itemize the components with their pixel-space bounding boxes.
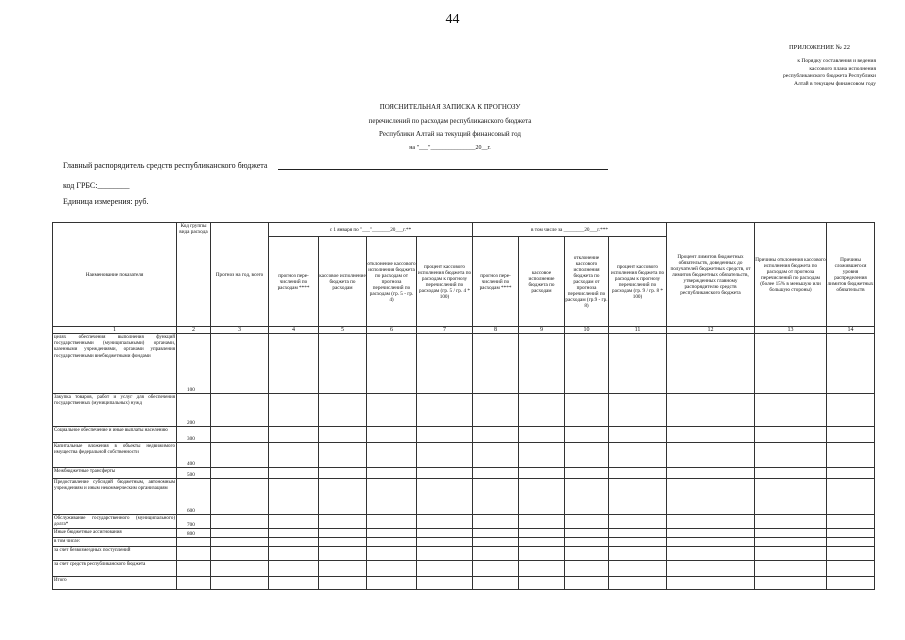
- header-code: Код группы вида расхода: [177, 223, 211, 327]
- table-cell: [473, 443, 519, 468]
- column-number: 2: [177, 327, 211, 334]
- column-number: 4: [269, 327, 319, 334]
- table-cell: [609, 468, 667, 479]
- table-cell: [269, 443, 319, 468]
- table-cell: [667, 577, 755, 590]
- table-cell: [269, 468, 319, 479]
- table-cell: [609, 538, 667, 547]
- report-table: [52, 222, 875, 590]
- table-row: [53, 394, 875, 427]
- table-cell: [319, 515, 367, 529]
- table-cell: [827, 529, 875, 538]
- table-cell: [667, 394, 755, 427]
- table-cell: [319, 561, 367, 577]
- table-cell: [473, 547, 519, 561]
- column-number: 1: [53, 327, 177, 334]
- table-cell: [755, 468, 827, 479]
- table-cell: [367, 547, 417, 561]
- table-cell: [565, 529, 609, 538]
- row-label: Обслуживание государственного (муниципального) долга*: [54, 516, 175, 528]
- table-cell: [827, 538, 875, 547]
- table-cell: [417, 538, 473, 547]
- table-cell: [417, 515, 473, 529]
- table-cell: [367, 443, 417, 468]
- row-code: 700: [177, 515, 211, 529]
- table-cell: [755, 547, 827, 561]
- table-cell: [319, 529, 367, 538]
- table-cell: [565, 479, 609, 515]
- header-forecast-year: Прогноз на год, всего: [211, 223, 269, 327]
- table-cell: [827, 577, 875, 590]
- table-cell: [565, 515, 609, 529]
- table-cell: [519, 561, 565, 577]
- appendix-title: ПРИЛОЖЕНИЕ № 22: [788, 44, 850, 51]
- table-cell: [473, 334, 519, 394]
- table-row: [53, 529, 875, 538]
- table-cell: [755, 479, 827, 515]
- header-deviation-b: отклонение кассового исполнения бюджета по расходам от прогноза перечислений по расходам (гр.9 - гр. 8): [565, 237, 609, 327]
- table-cell: [367, 394, 417, 427]
- table-cell: [417, 443, 473, 468]
- table-cell: [473, 468, 519, 479]
- table-cell: [367, 529, 417, 538]
- table-cell: [519, 538, 565, 547]
- table-cell: [827, 334, 875, 394]
- column-number: 6: [367, 327, 417, 334]
- appendix-line: республиканского бюджета Республики: [782, 73, 876, 80]
- table-cell: [667, 561, 755, 577]
- table-cell: [417, 479, 473, 515]
- row-label: за счет безвозмездных поступлений: [53, 547, 177, 561]
- table-cell: [609, 334, 667, 394]
- table-cell: [473, 427, 519, 443]
- table-cell: [667, 479, 755, 515]
- header-forecast-transfers: прогноз пере-числений по расходам ****: [269, 237, 319, 327]
- header-deviation-a: отклонение кассового исполнения бюджета по расходам от прогноза перечислений по расходам (гр. 5 - гр. 4): [367, 237, 417, 327]
- table-cell: [667, 547, 755, 561]
- header-forecast-transfers-month: прогноз пере-числений по расходам ****: [473, 237, 519, 327]
- header-name: Наименование показателя: [53, 223, 177, 327]
- table-cell: [755, 577, 827, 590]
- table-cell: [417, 427, 473, 443]
- table-cell: [827, 515, 875, 529]
- table-cell: [473, 479, 519, 515]
- table-cell: [519, 547, 565, 561]
- table-cell: [211, 547, 269, 561]
- row-code: [177, 561, 211, 577]
- table-cell: [211, 515, 269, 529]
- table-cell: [367, 538, 417, 547]
- row-code: 300: [177, 427, 211, 443]
- table-cell: [519, 529, 565, 538]
- table-cell: [269, 427, 319, 443]
- column-number: 8: [473, 327, 519, 334]
- table-cell: [565, 538, 609, 547]
- table-cell: [667, 538, 755, 547]
- document-subtitle: перечислений по расходам республиканского бюджета: [368, 117, 532, 125]
- table-cell: [565, 547, 609, 561]
- table-cell: [211, 427, 269, 443]
- document-title: ПОЯСНИТЕЛЬНАЯ ЗАПИСКА К ПРОГНОЗУ: [379, 103, 521, 111]
- table-cell: [269, 547, 319, 561]
- row-label: Социальное обеспечение и иные выплаты населению: [53, 427, 177, 443]
- row-label: Капитальные вложения в объекты недвижимого имущества федеральной собственности: [53, 443, 177, 468]
- header-deviation-reasons: Причины отклонения кассового исполнения бюджета по расходам от прогноза перечислений по расходам (более 15% в меньшую или большую стороны): [755, 223, 827, 327]
- table-cell: [473, 538, 519, 547]
- table-cell: [211, 561, 269, 577]
- row-label: целях обеспечения выполнения функций государственными (муниципальными) органами, казенными учреждениями, органами управления государственными внебюджетными фондами: [53, 334, 177, 394]
- table-cell: [417, 394, 473, 427]
- table-cell: [211, 443, 269, 468]
- column-number: 11: [609, 327, 667, 334]
- table-cell: [519, 468, 565, 479]
- row-code: [177, 547, 211, 561]
- table-cell: [565, 394, 609, 427]
- table-row: [53, 427, 875, 443]
- table-cell: [211, 394, 269, 427]
- table-cell: [417, 468, 473, 479]
- row-code: 800: [177, 529, 211, 538]
- table-cell: [417, 577, 473, 590]
- table-cell: [755, 561, 827, 577]
- table-row: [53, 561, 875, 577]
- table-cell: [269, 479, 319, 515]
- table-cell: [269, 529, 319, 538]
- table-cell: [609, 443, 667, 468]
- header-period-month: в том числе за ________20___г.***: [473, 223, 667, 237]
- table-cell: [319, 443, 367, 468]
- row-code: 400: [177, 443, 211, 468]
- table-cell: [827, 443, 875, 468]
- table-cell: [417, 547, 473, 561]
- table-row: [53, 334, 875, 394]
- table-cell: [827, 561, 875, 577]
- row-code: [177, 538, 211, 547]
- table-cell: [519, 443, 565, 468]
- document-subtitle-2: Республики Алтай на текущий финансовый год: [379, 130, 521, 138]
- grbs-label: Главный распорядитель средств республиканского бюджета: [63, 161, 268, 170]
- row-label: в том числе:: [53, 538, 177, 547]
- table-cell: [667, 334, 755, 394]
- table-cell: [667, 529, 755, 538]
- row-label: за счет средств республиканского бюджета: [53, 561, 177, 577]
- grbs-input-line: [278, 169, 608, 170]
- header-limits-percent: Процент лимитов бюджетных обязательств, доведенных до получателей бюджетных средств, от лимитов бюджетных обязательств, утвержденных главному распорядителю средств республиканского бюджета: [667, 223, 755, 327]
- header-percent-a: процент кассового исполнения бюджета по расходам к прогнозу перечислений по расходам (гр. 5 / гр. 4 * 100): [417, 237, 473, 327]
- table-cell: [269, 394, 319, 427]
- table-cell: [211, 538, 269, 547]
- column-number: 13: [755, 327, 827, 334]
- table-cell: [827, 427, 875, 443]
- table-cell: [367, 334, 417, 394]
- row-code: 200: [177, 394, 211, 427]
- table-cell: [269, 334, 319, 394]
- table-body: [53, 334, 875, 590]
- table-cell: [755, 515, 827, 529]
- table-cell: [667, 427, 755, 443]
- table-cell: [211, 577, 269, 590]
- table-cell: [417, 334, 473, 394]
- table-cell: [755, 427, 827, 443]
- table-cell: [609, 547, 667, 561]
- table-cell: [319, 334, 367, 394]
- table-cell: [565, 443, 609, 468]
- table-cell: [609, 394, 667, 427]
- table-cell: [319, 394, 367, 427]
- table-cell: [473, 394, 519, 427]
- table-cell: [667, 468, 755, 479]
- header-cash-execution-month: кассовое исполнение бюджета по расходам: [519, 237, 565, 327]
- appendix-line: кассового плана исполнения: [809, 65, 876, 72]
- table-row: [53, 547, 875, 561]
- table-cell: [211, 479, 269, 515]
- table-cell: [755, 443, 827, 468]
- table-cell: [519, 577, 565, 590]
- table-cell: [609, 427, 667, 443]
- row-label: Закупка товаров, работ и услуг для обеспечения государственных (муниципальных) нужд: [53, 394, 177, 427]
- table-cell: [367, 427, 417, 443]
- table-cell: [667, 443, 755, 468]
- table-cell: [667, 515, 755, 529]
- column-number: 3: [211, 327, 269, 334]
- table-cell: [565, 577, 609, 590]
- table-cell: [319, 577, 367, 590]
- table-cell: [519, 515, 565, 529]
- table-cell: [565, 468, 609, 479]
- table-cell: [609, 515, 667, 529]
- table-cell: [367, 577, 417, 590]
- table-cell: [827, 468, 875, 479]
- page-number: 44: [445, 12, 460, 27]
- table-row: [53, 515, 875, 529]
- table-cell: [609, 479, 667, 515]
- column-number: 5: [319, 327, 367, 334]
- table-cell: [319, 468, 367, 479]
- appendix-line: Алтай в текущем финансовом году: [794, 80, 876, 87]
- table-cell: [609, 529, 667, 538]
- table-cell: [211, 468, 269, 479]
- table-cell: [473, 529, 519, 538]
- table-cell: [755, 334, 827, 394]
- row-label: Итого: [53, 577, 177, 590]
- table-cell: [367, 479, 417, 515]
- column-number: 7: [417, 327, 473, 334]
- table-row: [53, 468, 875, 479]
- table-cell: [269, 561, 319, 577]
- table-cell: [565, 427, 609, 443]
- table-cell: [565, 561, 609, 577]
- table-cell: [609, 577, 667, 590]
- table-cell: [755, 529, 827, 538]
- row-code: 100: [177, 334, 211, 394]
- row-code: [177, 577, 211, 590]
- table-cell: [367, 515, 417, 529]
- column-number: 14: [827, 327, 875, 334]
- table-cell: [519, 479, 565, 515]
- table-row: [53, 443, 875, 468]
- table-cell: [565, 334, 609, 394]
- header-period-from-january: с 1 января по "___"_______20___г.**: [269, 223, 473, 237]
- row-code: 600: [177, 479, 211, 515]
- table-cell: [473, 561, 519, 577]
- appendix-line: к Порядку составления и ведения: [797, 58, 876, 64]
- table-cell: [211, 334, 269, 394]
- table-cell: [367, 468, 417, 479]
- table-cell: [755, 394, 827, 427]
- column-number: 12: [667, 327, 755, 334]
- table-cell: [827, 547, 875, 561]
- table-row: [53, 577, 875, 590]
- table-cell: [269, 515, 319, 529]
- table-cell: [319, 427, 367, 443]
- table-cell: [417, 529, 473, 538]
- table-cell: [319, 538, 367, 547]
- table-cell: [269, 538, 319, 547]
- table-cell: [519, 334, 565, 394]
- table-row: [53, 479, 875, 515]
- table-cell: [519, 394, 565, 427]
- table-cell: [827, 479, 875, 515]
- column-number: 10: [565, 327, 609, 334]
- header-percent-b: процент кассового исполнения бюджета по расходам к прогнозу перечислений по расходам (гр. 9 / гр. 8 * 100): [609, 237, 667, 327]
- table-cell: [473, 577, 519, 590]
- table-cell: [319, 547, 367, 561]
- table-cell: [211, 529, 269, 538]
- table-cell: [269, 577, 319, 590]
- row-label: Предоставление субсидий бюджетным, автономным учреждениям и иным некоммерческим организациям: [53, 479, 177, 515]
- table-cell: [417, 561, 473, 577]
- table-cell: [609, 561, 667, 577]
- unit-label: Единица измерения: руб.: [63, 197, 149, 206]
- table-cell: [755, 538, 827, 547]
- table-row: [53, 538, 875, 547]
- table-cell: [473, 515, 519, 529]
- row-label: Межбюджетные трансферты: [53, 468, 177, 479]
- table-cell: [319, 479, 367, 515]
- table-cell: [519, 427, 565, 443]
- table-cell: [367, 561, 417, 577]
- header-cash-execution: кассовое исполнение бюджета по расходам: [319, 237, 367, 327]
- table-cell: [827, 394, 875, 427]
- row-label: Иные бюджетные ассигнования: [53, 529, 177, 538]
- row-code: 500: [177, 468, 211, 479]
- column-number: 9: [519, 327, 565, 334]
- document-date-line: на "___"_______________20__г.: [409, 145, 491, 151]
- header-low-level-reasons: Причины сложившегося уровня распределения лимитов бюджетных обязательств: [827, 223, 875, 327]
- kod-grbs-label: код ГРБС:________: [63, 181, 130, 190]
- appendix-reference: [700, 58, 876, 88]
